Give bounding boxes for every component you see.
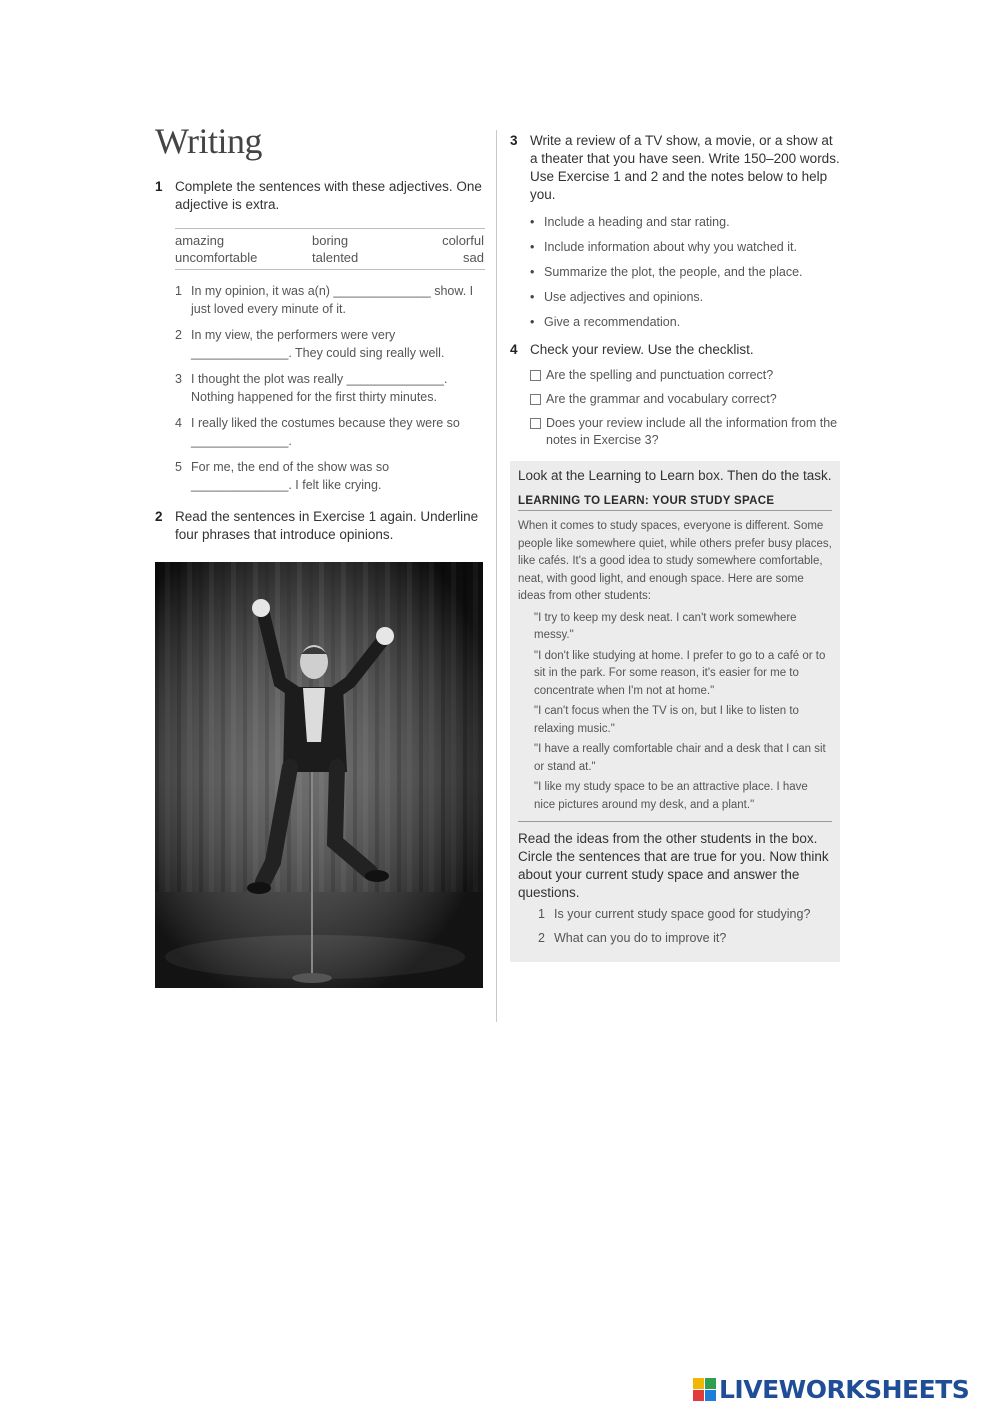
sentence-number: 3 (175, 372, 182, 386)
exercise-instruction: Write a review of a TV show, a movie, or a show at a theater that you have seen. Write 150–200 words. Use Exercise 1 and 2 and the notes below to help you. (530, 133, 840, 202)
bullet-list (530, 214, 840, 331)
exercise-4 (510, 341, 840, 359)
adjective: sad (463, 250, 484, 265)
right-column (510, 132, 840, 962)
checklist-item (530, 367, 840, 384)
exercise-number: 1 (155, 179, 163, 194)
learning-task: Read the ideas from the other students in the box. Circle the sentences that are true for you. Now think about your current study space and answer the questions. (518, 831, 829, 900)
sentence-text: In my opinion, it was a(n) ______________ show. I just loved every minute of it. (191, 284, 474, 316)
learning-content (518, 511, 832, 822)
learning-paragraph: When it comes to study spaces, everyone is different. Some people like somewhere quiet, while others prefer busy places, like cafés. It's a good idea to study somewhere comfortable, neat, with good light, and enough space. Here are some ideas from other students: (518, 520, 832, 602)
checkbox[interactable] (530, 394, 541, 405)
checklist-text: Are the spelling and punctuation correct? (546, 368, 774, 382)
adjective: amazing (175, 233, 225, 248)
exercise-instruction: Complete the sentences with these adjectives. One adjective is extra. (175, 179, 482, 212)
student-quote: "I like my study space to be an attractive place. I have nice pictures around my desk, and a plant." (534, 781, 808, 811)
adjective-box (175, 228, 485, 270)
learning-to-learn-box (510, 461, 840, 962)
left-column (155, 120, 485, 988)
sentence-text: I thought the plot was really ______________. Nothing happened for the first thirty minutes. (191, 372, 448, 404)
adjective: boring (312, 233, 349, 248)
checkbox[interactable] (530, 370, 541, 381)
sentence-number: 5 (175, 460, 182, 474)
performer-photo (155, 562, 483, 988)
exercise-number: 3 (510, 133, 518, 148)
checklist-text: Does your review include all the information from the notes in Exercise 3? (546, 416, 838, 447)
student-quote: "I don't like studying at home. I prefer to go to a café or to sit in the park. For some reason, it's easier for me to concentrate when I'm not at home." (534, 649, 826, 697)
bullet-item: • Give a recommendation. (530, 314, 840, 331)
sentence-text: I really liked the costumes because they were so ______________. (191, 416, 460, 448)
bullet-item: • Include a heading and star rating. (530, 214, 840, 231)
sentence-number: 2 (175, 328, 182, 342)
question-text: What can you do to improve it? (554, 931, 727, 945)
exercise-instruction: Read the sentences in Exercise 1 again. Underline four phrases that introduce opinions. (175, 509, 479, 542)
sentence-item (175, 326, 485, 362)
sentence-item (175, 414, 485, 450)
question-number: 2 (538, 931, 545, 945)
checklist-item (530, 391, 840, 408)
bullet-item: • Summarize the plot, the people, and the place. (530, 264, 840, 281)
sentence-number: 4 (175, 416, 182, 430)
bullet-item: • Include information about why you watched it. (530, 239, 840, 256)
exercise-3 (510, 132, 840, 204)
exercise-1 (155, 178, 485, 214)
checklist-text: Are the grammar and vocabulary correct? (546, 392, 777, 406)
sentence-item (175, 458, 485, 494)
learning-intro: Look at the Learning to Learn box. Then do the task. (518, 468, 832, 483)
exercise-number: 4 (510, 342, 518, 357)
liveworksheets-logo (693, 1374, 969, 1404)
bullet-item: • Use adjectives and opinions. (530, 289, 840, 306)
question-item (538, 930, 832, 947)
sentence-number: 1 (175, 284, 182, 298)
checklist-item (530, 415, 840, 449)
adjective: talented (312, 250, 359, 265)
student-quote: "I try to keep my desk neat. I can't work somewhere messy." (534, 611, 797, 641)
question-list (538, 906, 832, 947)
sentence-list (175, 282, 485, 494)
question-text: Is your current study space good for studying? (554, 907, 811, 921)
adjective: colorful (442, 233, 484, 248)
exercise-number: 2 (155, 509, 163, 524)
logo-icon (693, 1378, 716, 1401)
sentence-text: In my view, the performers were very ______________. They could sing really well. (191, 328, 445, 360)
exercise-instruction: Check your review. Use the checklist. (530, 342, 754, 357)
adjective: uncomfortable (175, 250, 258, 265)
sentence-item (175, 370, 485, 406)
brand-name: LIVEWORKSHEETS (719, 1374, 970, 1404)
student-quote: "I can't focus when the TV is on, but I like to listen to relaxing music." (534, 705, 799, 735)
column-divider (496, 130, 497, 1022)
student-quote: "I have a really comfortable chair and a desk that I can sit or stand at." (534, 743, 826, 773)
checklist (530, 367, 840, 449)
checkbox[interactable] (530, 418, 541, 429)
question-item (538, 906, 832, 923)
page-title: Writing (155, 121, 263, 161)
sentence-item (175, 282, 485, 318)
question-number: 1 (538, 907, 545, 921)
learning-heading: LEARNING TO LEARN: YOUR STUDY SPACE (518, 495, 832, 511)
sentence-text: For me, the end of the show was so ______________. I felt like crying. (191, 460, 390, 492)
exercise-2 (155, 508, 485, 544)
